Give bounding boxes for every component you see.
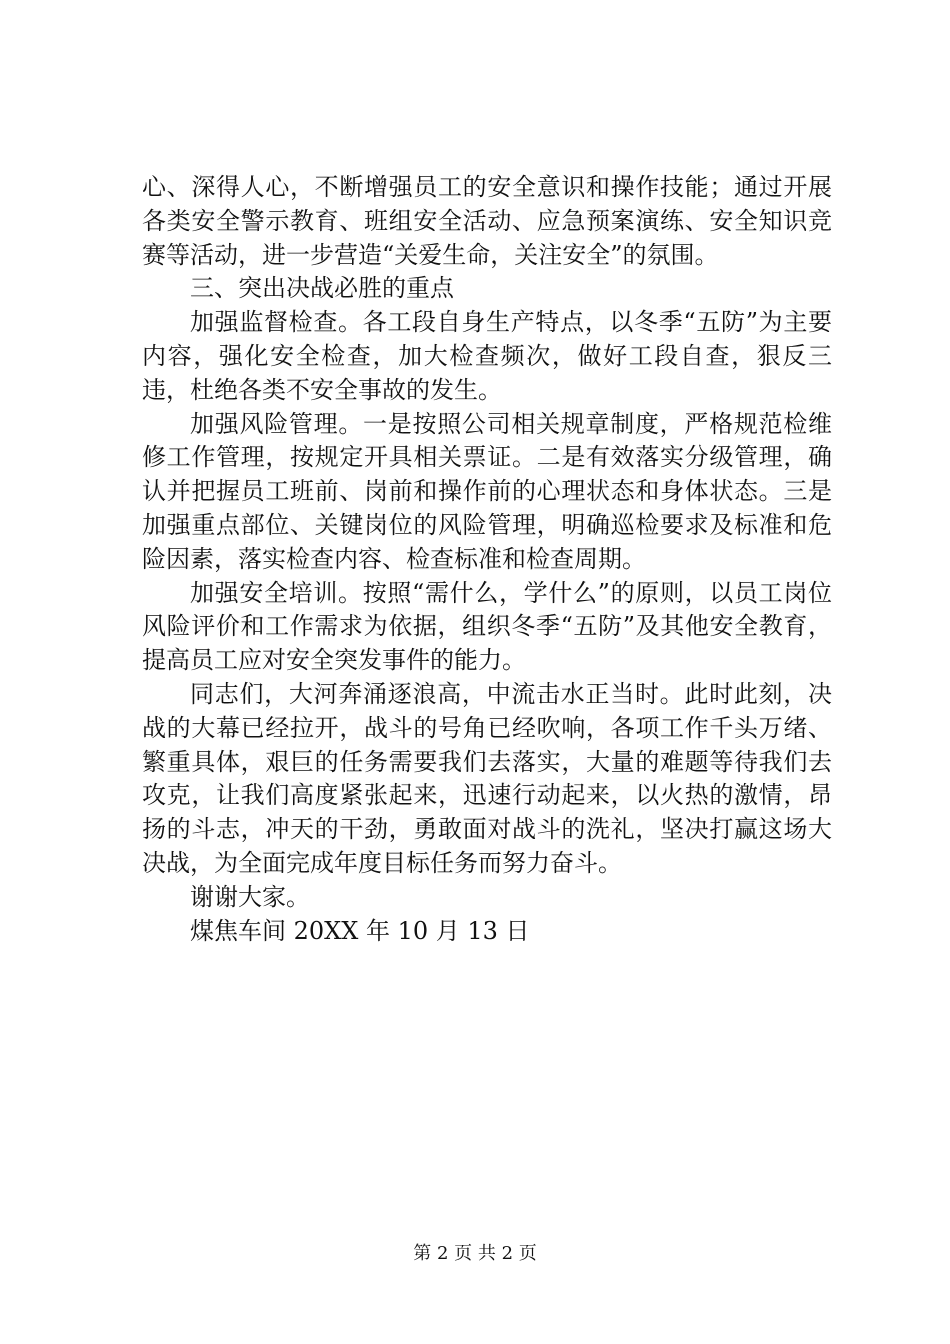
paragraph-continued: 心、深得人心，不断增强员工的安全意识和操作技能；通过开展各类安全警示教育、班组安全活动、应急预案演练、安全知识竞赛等活动，进一步营造“关爱生命，关注安全”的氛围。: [142, 173, 832, 269]
section-heading: 三、突出决战必胜的重点: [190, 274, 454, 303]
document-body: [142, 171, 832, 948]
paragraph-risk-management: 加强风险管理。一是按照公司相关规章制度，严格规范检维修工作管理，按规定开具相关票证。二是有效落实分级管理，确认并把握员工班前、岗前和操作前的心理状态和身体状态。三是加强重点部位、关键岗位的风险管理，明确巡检要求及标准和危险因素，落实检查内容、检查标准和检查周期。: [142, 409, 832, 573]
paragraph-supervision: 加强监督检查。各工段自身生产特点，以冬季“五防”为主要内容，强化安全检查，加大检查频次，做好工段自查，狠反三违，杜绝各类不安全事故的发生。: [142, 308, 832, 404]
signature-line: 煤焦车间 20XX 年 10 月 13 日: [190, 916, 530, 945]
page-footer: 第 2 页 共 2 页: [413, 1243, 537, 1264]
paragraph-safety-training: 加强安全培训。按照“需什么，学什么”的原则，以员工岗位风险评价和工作需求为依据，组织冬季“五防”及其他安全教育，提高员工应对安全突发事件的能力。: [142, 578, 832, 675]
paragraph-thanks: 谢谢大家。: [190, 882, 310, 911]
paragraph-closing-call: 同志们，大河奔涌逐浪高，中流击水正当时。此时此刻，决战的大幕已经拉开，战斗的号角已经吹响，各项工作千头万绪、繁重具体，艰巨的任务需要我们去落实，大量的难题等待我们去攻克，让我们高度紧张起来，迅速行动起来，以火热的激情，昂扬的斗志，冲天的干劲，勇敢面对战斗的洗礼，坚决打赢这场大决战，为全面完成年度目标任务而努力奋斗。: [142, 679, 832, 877]
